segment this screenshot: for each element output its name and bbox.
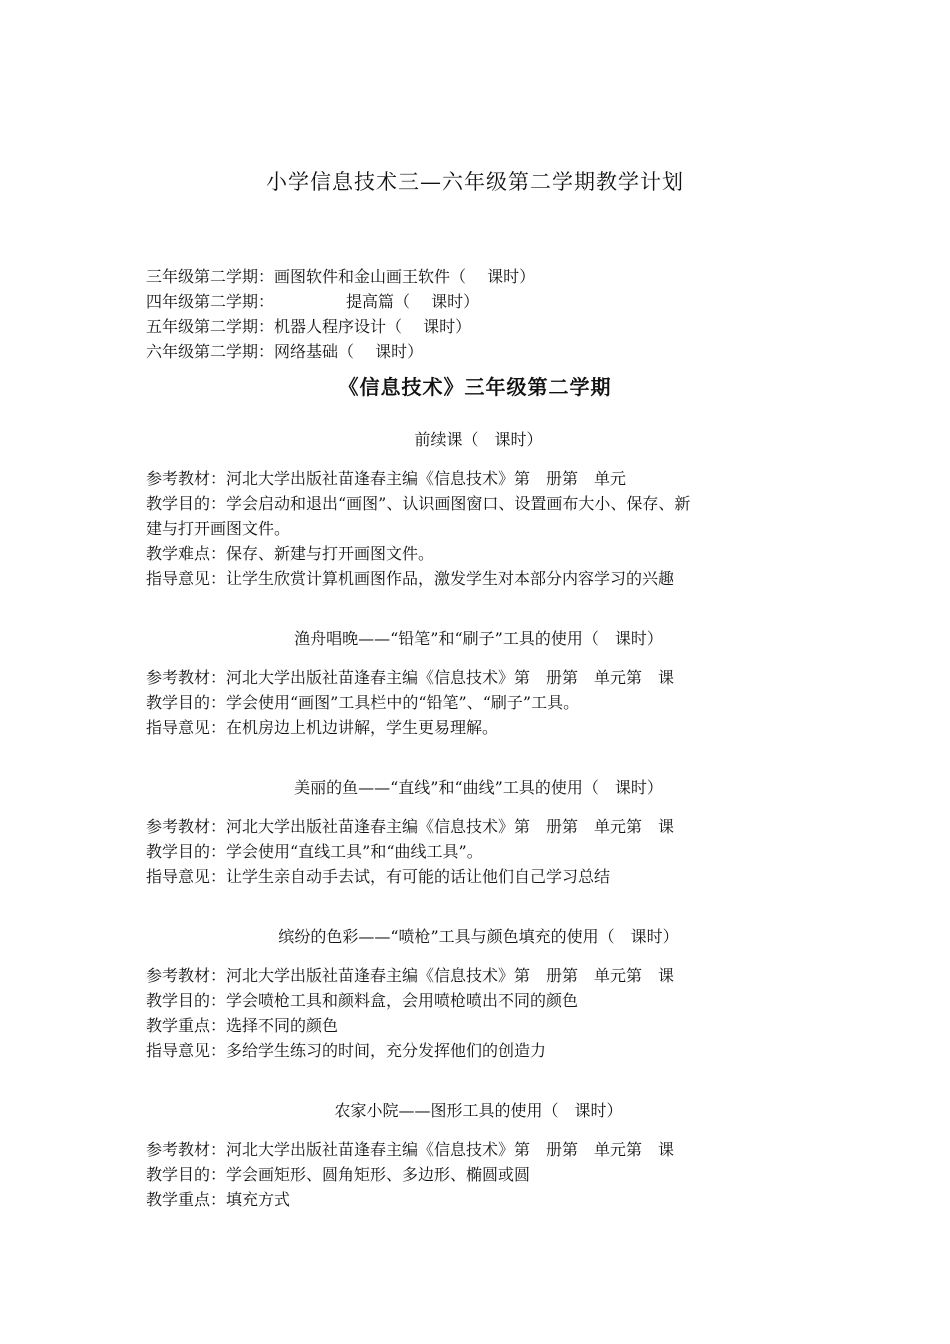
lesson-line: 指导意见：让学生亲自动手去试，有可能的话让他们自己学习总结: [146, 867, 611, 886]
lesson-line: 指导意见：多给学生练习的时间，充分发挥他们的创造力: [146, 1041, 547, 1060]
lesson-line: 教学目的：学会喷枪工具和颜料盒，会用喷枪喷出不同的颜色: [146, 991, 579, 1010]
lesson-line: 参考教材：河北大学出版社苗逢春主编《信息技术》第 册第 单元: [146, 469, 627, 488]
overview-grade-6: 六年级第二学期：网络基础（ 课时）: [146, 342, 424, 361]
lesson-line: 参考教材：河北大学出版社苗逢春主编《信息技术》第 册第 单元第 课: [146, 966, 675, 985]
lesson-line: 建与打开画图文件。: [146, 519, 291, 538]
lesson-block: [146, 626, 811, 740]
lesson-title: 农家小院——图形工具的使用（ 课时）: [334, 1101, 623, 1120]
lesson-title: 美丽的鱼——“直线”和“曲线”工具的使用（ 课时）: [294, 778, 663, 797]
lesson-line: 参考教材：河北大学出版社苗逢春主编《信息技术》第 册第 单元第 课: [146, 1140, 675, 1159]
lesson-title: 缤纷的色彩——“喷枪”工具与颜色填充的使用（ 课时）: [278, 927, 679, 946]
lesson-title: 前续课（ 课时）: [414, 430, 543, 449]
grade-overview: [146, 264, 535, 364]
lesson-line: 教学难点：保存、新建与打开画图文件。: [146, 544, 435, 563]
lesson-line: 教学目的：学会启动和退出“画图”、认识画图窗口、设置画布大小、保存、新: [146, 494, 691, 513]
overview-grade-3: 三年级第二学期：画图软件和金山画王软件（ 课时）: [146, 267, 536, 286]
lesson-block: [146, 775, 811, 889]
lesson-line: 参考教材：河北大学出版社苗逢春主编《信息技术》第 册第 单元第 课: [146, 817, 675, 836]
lesson-line: 指导意见：让学生欣赏计算机画图作品，激发学生对本部分内容学习的兴趣: [146, 569, 675, 588]
lesson-line: 教学目的：学会画矩形、圆角矩形、多边形、椭圆或圆: [146, 1165, 531, 1184]
lesson-line: 教学目的：学会使用“直线工具”和“曲线工具”。: [146, 842, 483, 861]
lesson-block: [146, 1098, 811, 1212]
lesson-line: 教学重点：选择不同的颜色: [146, 1016, 339, 1035]
lesson-line: 指导意见：在机房边上机边讲解，学生更易理解。: [146, 718, 499, 737]
document-title: 小学信息技术三—六年级第二学期教学计划: [266, 170, 684, 194]
lesson-block: [146, 924, 811, 1063]
lesson-line: 教学目的：学会使用“画图”工具栏中的“铅笔”、“刷子”工具。: [146, 693, 580, 712]
section-title: 《信息技术》三年级第二学期: [338, 375, 612, 399]
lesson-title: 渔舟唱晚——“铅笔”和“刷子”工具的使用（ 课时）: [294, 629, 663, 648]
overview-grade-4: 四年级第二学期： 提高篇（ 课时）: [146, 292, 480, 311]
lesson-block: [146, 427, 811, 591]
lesson-line: 教学重点：填充方式: [146, 1190, 291, 1209]
lesson-line: 参考教材：河北大学出版社苗逢春主编《信息技术》第 册第 单元第 课: [146, 668, 675, 687]
overview-grade-5: 五年级第二学期：机器人程序设计（ 课时）: [146, 317, 472, 336]
